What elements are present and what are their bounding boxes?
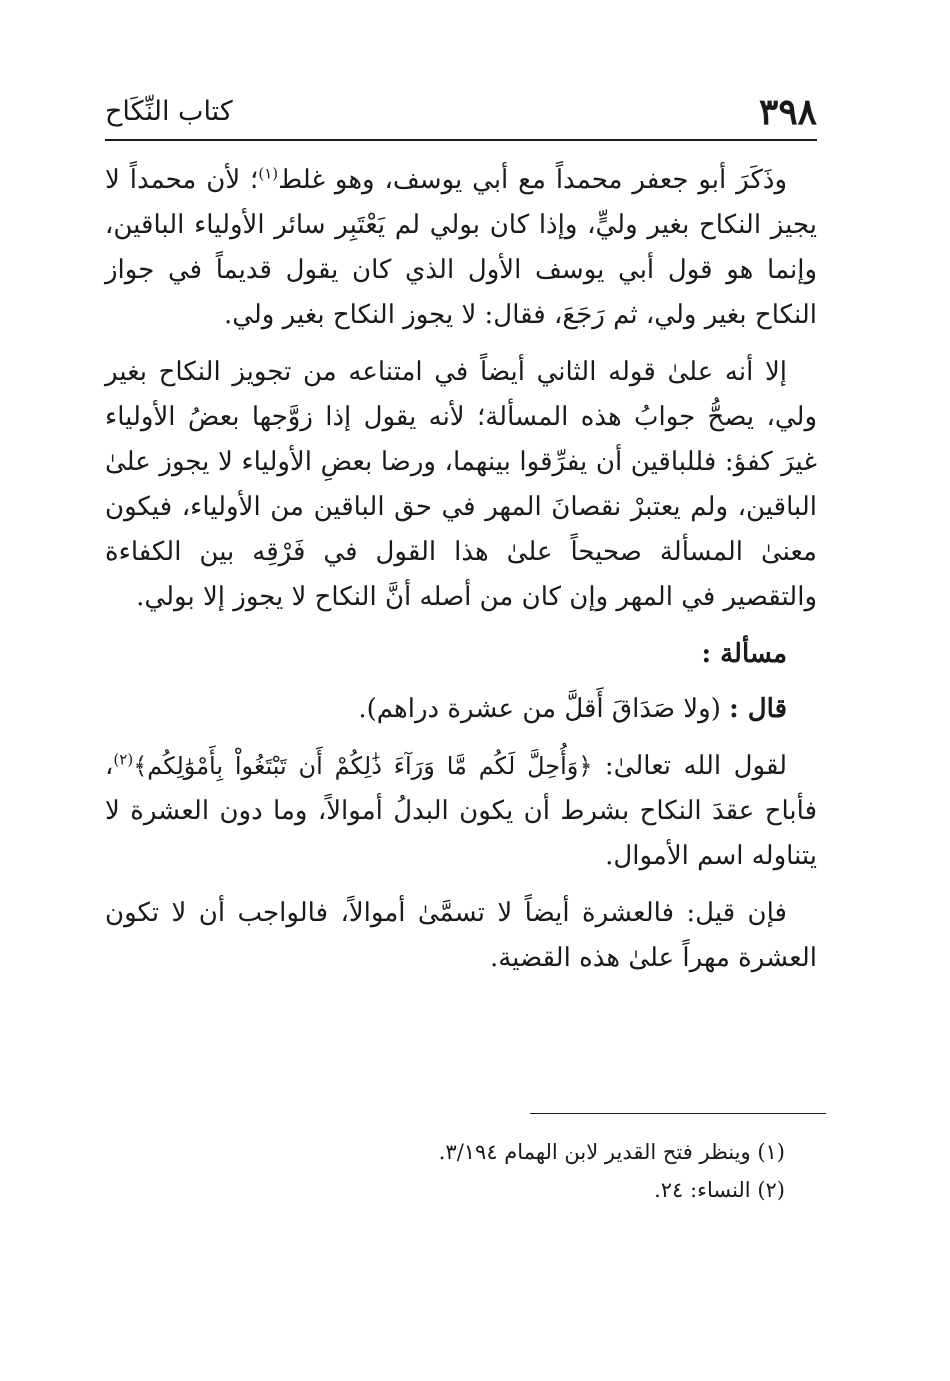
- paragraph-2: إلا أنه علىٰ قوله الثاني أيضاً في امتناعه من تجويز النكاح بغير ولي، يصحُّ جوابُ هذه المسألة؛ لأنه يقول إذا زوَّجها بعضُ الأولياء غيرَ كفؤ: فللباقين أن يفرِّقوا بينهما، ورضا بعضِ الأولياء لا يجوز علىٰ الباقين، ولم يعتبرْ نقصانَ المهر في حق الباقين من الأولياء، فيكون معنىٰ المسألة صحيحاً علىٰ هذا القول في فَرْقِه بين الكفاءة والتقصير في المهر وإن كان من أصله أنَّ النكاح لا يجوز إلا بولي.: [105, 357, 817, 612]
- running-title: كتاب النِّكَاح: [105, 96, 233, 127]
- qala-label: قال :: [729, 694, 787, 724]
- footnotes: [105, 1133, 785, 1209]
- paragraph-4: [105, 744, 817, 879]
- footnote-1: (١) وينظر فتح القدير لابن الهمام ٣/١٩٤.: [438, 1140, 785, 1164]
- paragraph-1-end: ؛ لأن محمداً لا يجيز النكاح بغير وليٍّ، وإذا كان بولي لم يَعْتَبِر سائر الأولياء الباقين، وإنما هو قول أبي يوسف الأول الذي كان يقول قديماً في جواز النكاح بغير ولي، ثم رَجَعَ، فقال: لا يجوز النكاح بغير ولي.: [105, 165, 817, 330]
- quoted-matn: (ولا صَدَاقَ أَقلَّ من عشرة دراهم).: [358, 694, 721, 724]
- paragraph-4-lead: لقول الله تعالىٰ:: [604, 751, 788, 781]
- footnote-ref-2: (٢): [113, 750, 134, 769]
- footnote-divider: [530, 1113, 826, 1114]
- section-heading: مسألة :: [701, 639, 787, 669]
- paragraph-4-rest: ، فأباح عقدَ النكاح بشرط أن يكون البدلُ أموالاً، وما دون العشرة لا يتناوله اسم الأموال.: [105, 751, 817, 871]
- header-divider: [105, 139, 817, 141]
- paragraph-1-start: وذَكَرَ أبو جعفر محمداً مع أبي يوسف، وهو غلط: [278, 165, 788, 195]
- page-header: [105, 88, 817, 136]
- paragraph-1: [105, 158, 817, 338]
- footnote-2: (٢) النساء: ٢٤.: [654, 1178, 785, 1202]
- quran-verse: ﴿وَأُحِلَّ لَكُم مَّا وَرَآءَ ذَٰلِكُمْ أَن تَبْتَغُواْ بِأَمْوَٰلِكُم﴾: [133, 752, 593, 780]
- page-number: ٣٩٨: [758, 91, 817, 133]
- main-text: [105, 158, 817, 993]
- paragraph-5: فإن قيل: فالعشرة أيضاً لا تسمَّىٰ أموالاً، فالواجب أن لا تكون العشرة مهراً علىٰ هذه القضية.: [105, 898, 817, 973]
- paragraph-3: [105, 687, 817, 732]
- footnote-ref-1: (١): [258, 164, 279, 183]
